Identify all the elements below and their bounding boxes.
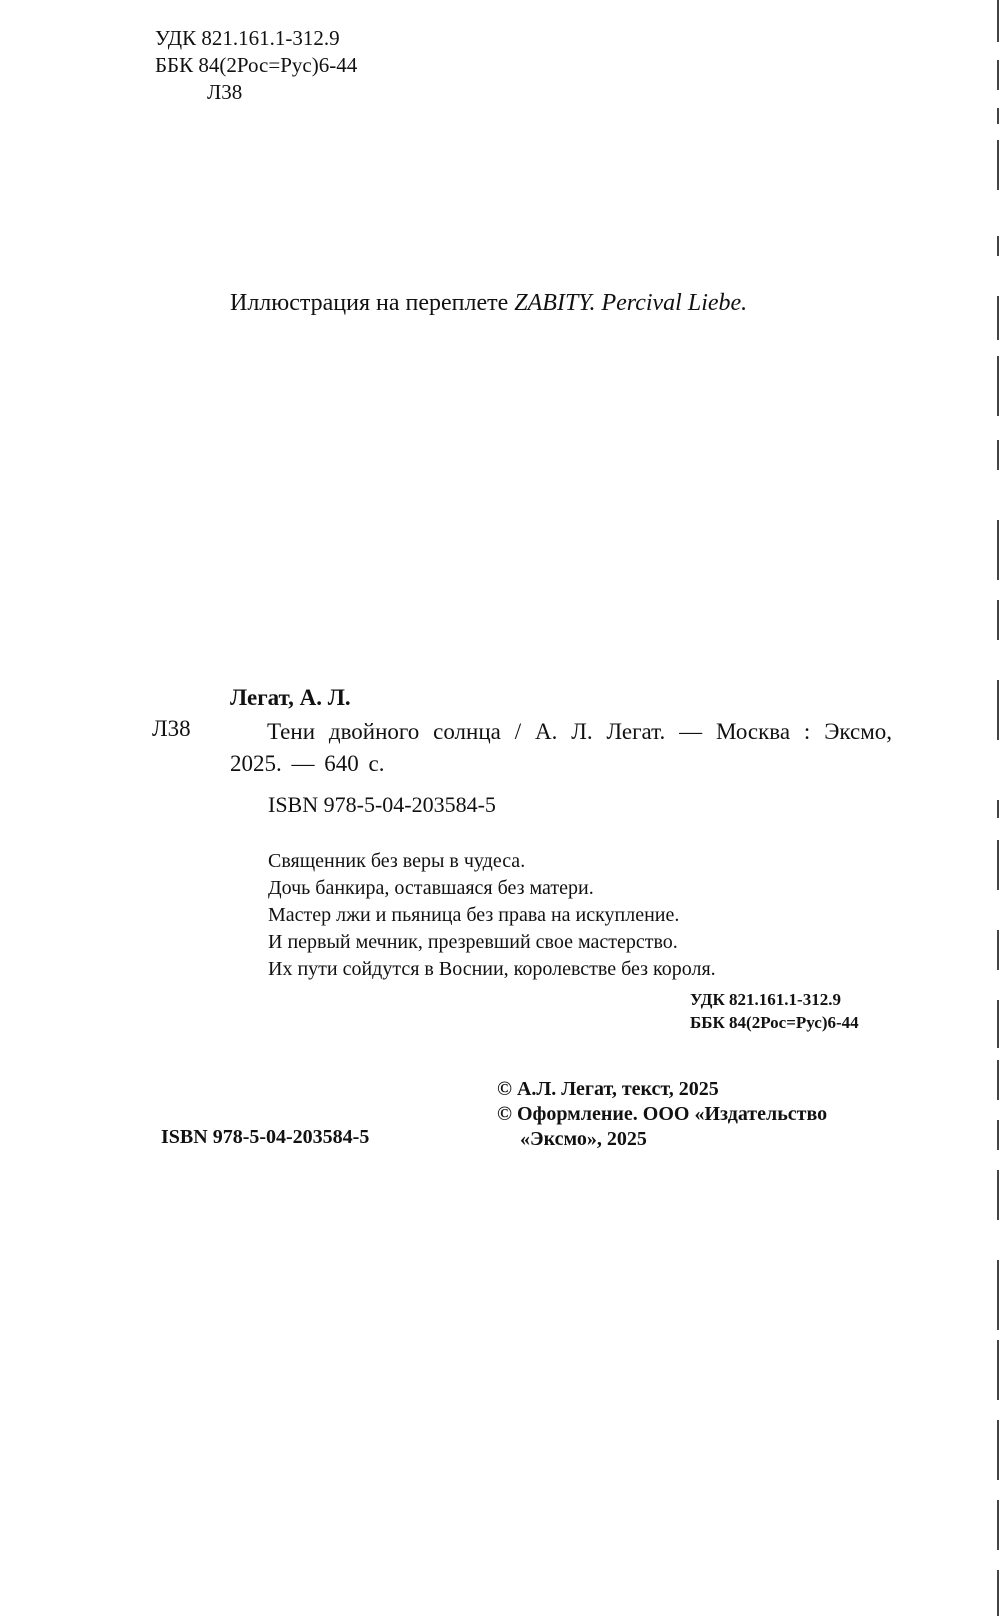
annotation-line: Дочь банкира, оставшаяся без матери. xyxy=(268,877,594,899)
page-edge-marks xyxy=(994,0,1000,1616)
record-author-sign: Л38 xyxy=(152,716,191,741)
footer-isbn: ISBN 978-5-04-203584-5 xyxy=(161,1126,370,1148)
copyright-design-line-2: «Эксмо», 2025 xyxy=(520,1128,647,1150)
record-isbn: ISBN 978-5-04-203584-5 xyxy=(268,792,496,817)
copyright-design-line-1: © Оформление. ООО «Издательство xyxy=(497,1103,828,1125)
udk-code: УДК 821.161.1-312.9 xyxy=(155,26,340,50)
illustration-prefix: Иллюстрация на переплете xyxy=(230,290,515,316)
illustration-credit xyxy=(230,290,747,317)
illustration-artist: ZABITY. Percival Liebe. xyxy=(514,290,748,316)
annotation xyxy=(268,848,716,983)
footer-udk-code: УДК 821.161.1-312.9 xyxy=(690,990,841,1009)
annotation-line: Их пути сойдутся в Воснии, королевстве без короля. xyxy=(268,958,716,980)
annotation-line: Священник без веры в чудеса. xyxy=(268,850,526,872)
annotation-line: И первый мечник, презревший свое мастерство. xyxy=(268,931,678,953)
bbk-code: ББК 84(2Рос=Рус)6-44 xyxy=(155,53,358,77)
record-description: Тени двойного солнца / А. Л. Легат. — Москва : Эксмо, 2025. — 640 с. xyxy=(230,719,892,776)
record-author: Легат, А. Л. xyxy=(230,685,351,710)
annotation-line: Мастер лжи и пьяница без права на искупление. xyxy=(268,904,680,926)
footer-bbk-code: ББК 84(2Рос=Рус)6-44 xyxy=(690,1013,859,1032)
author-sign-code: Л38 xyxy=(207,80,243,104)
copyright-text: © А.Л. Легат, текст, 2025 xyxy=(497,1078,719,1100)
